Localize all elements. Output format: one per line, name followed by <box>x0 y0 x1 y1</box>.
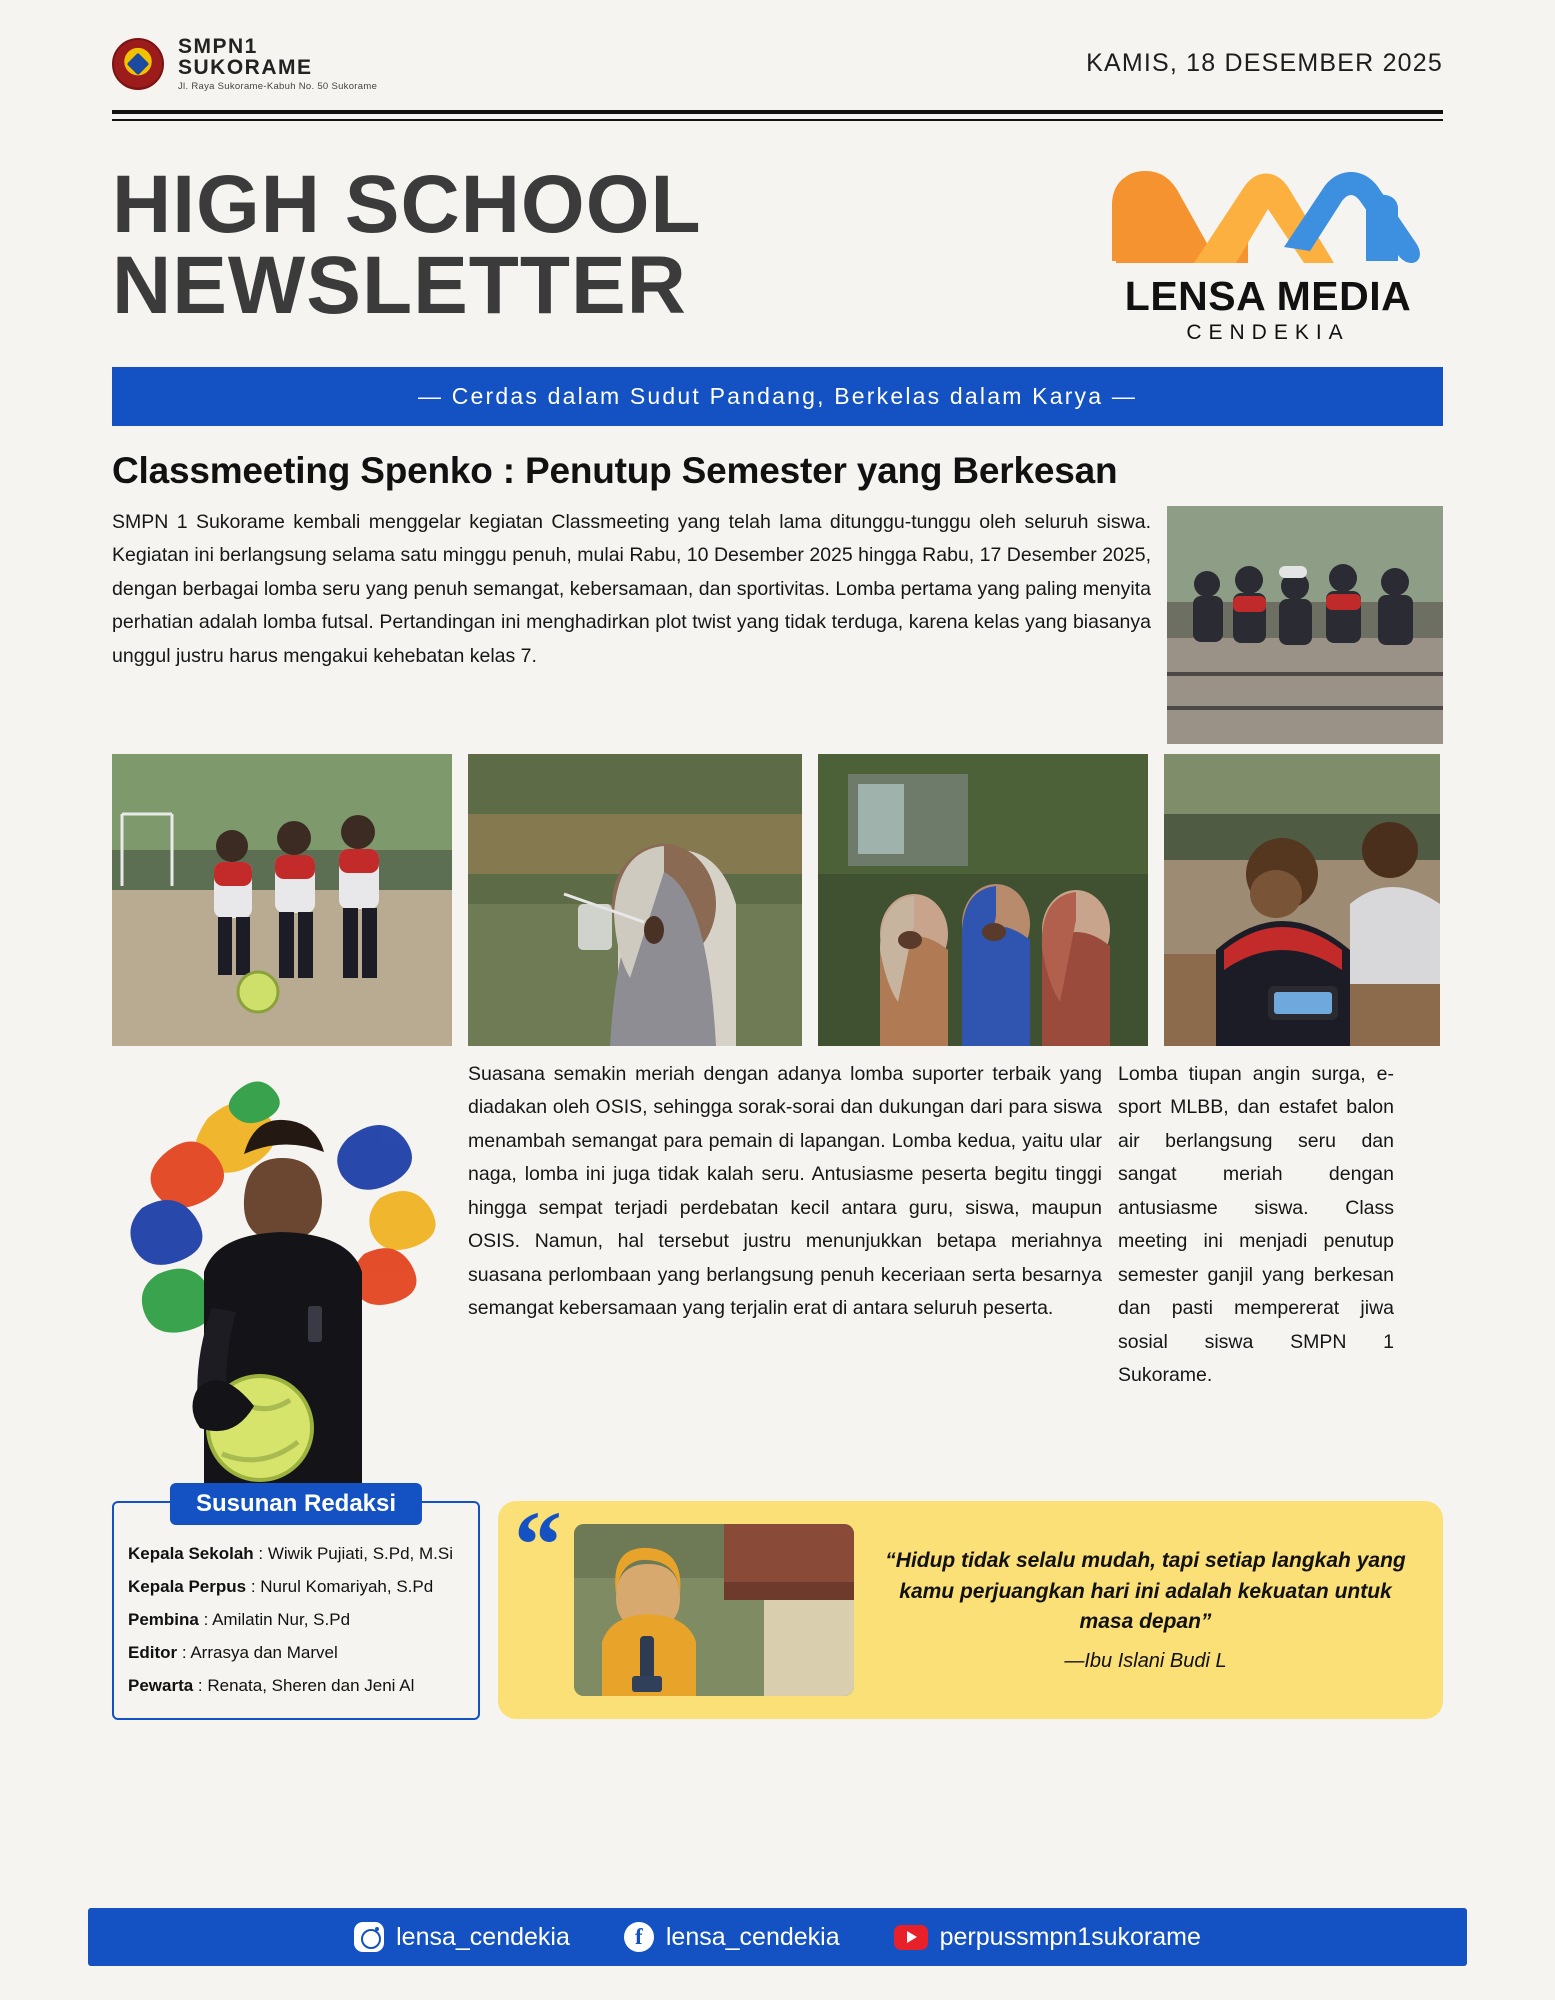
school-name <box>178 36 377 92</box>
redaksi-role: Kepala Perpus <box>128 1576 247 1596</box>
school-identity <box>112 36 377 92</box>
redaksi-role: Pewarta <box>128 1676 194 1696</box>
issue-date: KAMIS, 18 DESEMBER 2025 <box>1086 49 1443 78</box>
list-item <box>128 1537 464 1570</box>
brand-logo <box>1093 151 1443 345</box>
page-title <box>112 159 702 331</box>
facebook-icon: f <box>624 1922 654 1952</box>
list-item <box>128 1603 464 1636</box>
header-divider <box>0 92 1555 121</box>
list-item <box>128 1669 464 1702</box>
editorial-board-list <box>128 1537 464 1703</box>
social-footer <box>88 1908 1467 1966</box>
photo-students-bench <box>1167 506 1443 744</box>
redaksi-role: Kepala Sekolah <box>128 1543 254 1563</box>
quote-text: “Hidup tidak selalu mudah, tapi setiap langkah yang kamu perjuangkan hari ini adalah kekuatan untuk masa depan” <box>885 1549 1406 1634</box>
redaksi-name: : Amilatin Nur, S.Pd <box>198 1609 351 1629</box>
masthead-line1: HIGH SCHOOL <box>112 159 702 251</box>
youtube-handle[interactable] <box>894 1923 1201 1952</box>
article-middle <box>112 1058 1443 1493</box>
masthead-row <box>0 121 1555 345</box>
redaksi-name: : Nurul Komariyah, S.Pd <box>246 1576 434 1596</box>
photo-futsal-match <box>112 754 452 1046</box>
school-crest-icon <box>112 38 164 90</box>
lensa-media-logo-icon <box>1093 151 1443 271</box>
article-lead-paragraph: SMPN 1 Sukorame kembali menggelar kegiatan Classmeeting yang telah lama ditunggu-tunggu oleh seluruh siswa. Kegiatan ini berlangsung selama satu minggu penuh, mulai Rabu, 10 Desember 2025 hingga Rabu, 17 Desember 2025, dengan berbagai lomba seru yang penuh semangat, kebersamaan, dan sportivitas. Lomba pertama yang paling menyita perhatian adalah lomba futsal. Pertandingan ini menghadirkan plot twist yang tidak terduga, karena kelas yang biasanya unggul justru harus mengakui kehebatan kelas 7. <box>112 510 1151 667</box>
rule-thick <box>112 110 1443 114</box>
quote-author: —Ibu Islani Budi L <box>1064 1649 1227 1672</box>
article-middle-paragraph: Suasana semakin meriah dengan adanya lomba suporter terbaik yang diadakan oleh OSIS, sehingga sorak-sorai dan dukungan dari para siswa menambah semangat para pemain di lapangan. Lomba kedua, yaitu ular naga, lomba ini juga tidak kalah seru. Antusiasme peserta begitu tinggi hingga sempat terjadi perdebatan kecil antara guru, siswa, maupun OSIS. Namun, hal tersebut justru menunjukkan betapa meriahnya suasana perlombaan yang berlangsung penuh keceriaan serta besarnya semangat kebersamaan yang terjalin erat di antara seluruh peserta. <box>468 1062 1102 1320</box>
photo-athlete-with-ball <box>112 1058 452 1493</box>
redaksi-name: : Renata, Sheren dan Jeni Al <box>193 1676 415 1696</box>
redaksi-role: Pembina <box>128 1609 199 1629</box>
facebook-label: lensa_cendekia <box>665 1922 840 1951</box>
quote-body <box>854 1546 1443 1672</box>
list-item <box>128 1570 464 1603</box>
photo-teacher-portrait <box>574 1524 854 1696</box>
instagram-handle[interactable] <box>354 1922 570 1952</box>
quote-card <box>498 1501 1443 1719</box>
school-name-line1: SMPN1 <box>178 35 258 58</box>
article-right-paragraph: Lomba tiupan angin surga, e-sport MLBB, dan estafet balon air berlangsung seru dan sangat meriah dengan antusiasme siswa. Class meeting ini menjadi penutup semester ganjil yang berkesan dan pasti mempererat jiwa sosial siswa SMPN 1 Sukorame. <box>1118 1062 1394 1387</box>
photo-gallery <box>112 754 1443 1046</box>
youtube-icon <box>894 1925 928 1950</box>
instagram-label: lensa_cendekia <box>396 1922 570 1951</box>
redaksi-name: : Arrasya dan Marvel <box>177 1642 338 1662</box>
tagline-banner: — Cerdas dalam Sudut Pandang, Berkelas dalam Karya — <box>112 367 1443 426</box>
masthead-line2: NEWSLETTER <box>112 239 687 331</box>
list-item <box>128 1636 464 1669</box>
facebook-handle[interactable] <box>624 1922 840 1952</box>
editorial-board-title: Susunan Redaksi <box>170 1483 422 1525</box>
editorial-board <box>112 1489 480 1721</box>
photo-ular-naga-game <box>818 754 1148 1046</box>
photo-esport-mlbb <box>1164 754 1440 1046</box>
article-headline: Classmeeting Spenko : Penutup Semester yang Berkesan <box>112 449 1118 491</box>
school-name-line2: SUKORAME <box>178 56 313 80</box>
school-address: Jl. Raya Sukorame-Kabuh No. 50 Sukorame <box>178 80 378 92</box>
redaksi-role: Editor <box>128 1642 178 1662</box>
photo-student-cup-game <box>468 754 802 1046</box>
page-header <box>0 0 1555 92</box>
logo-subtitle: CENDEKIA <box>1186 320 1350 344</box>
bottom-section <box>112 1489 1443 1721</box>
quote-mark-icon: “ <box>514 1500 562 1598</box>
instagram-icon <box>354 1922 384 1952</box>
article-top <box>112 506 1443 744</box>
logo-name: LENSA MEDIA <box>1124 272 1412 319</box>
youtube-label: perpussmpn1sukorame <box>939 1922 1201 1951</box>
redaksi-name: : Wiwik Pujiati, S.Pd, M.Si <box>253 1543 453 1563</box>
